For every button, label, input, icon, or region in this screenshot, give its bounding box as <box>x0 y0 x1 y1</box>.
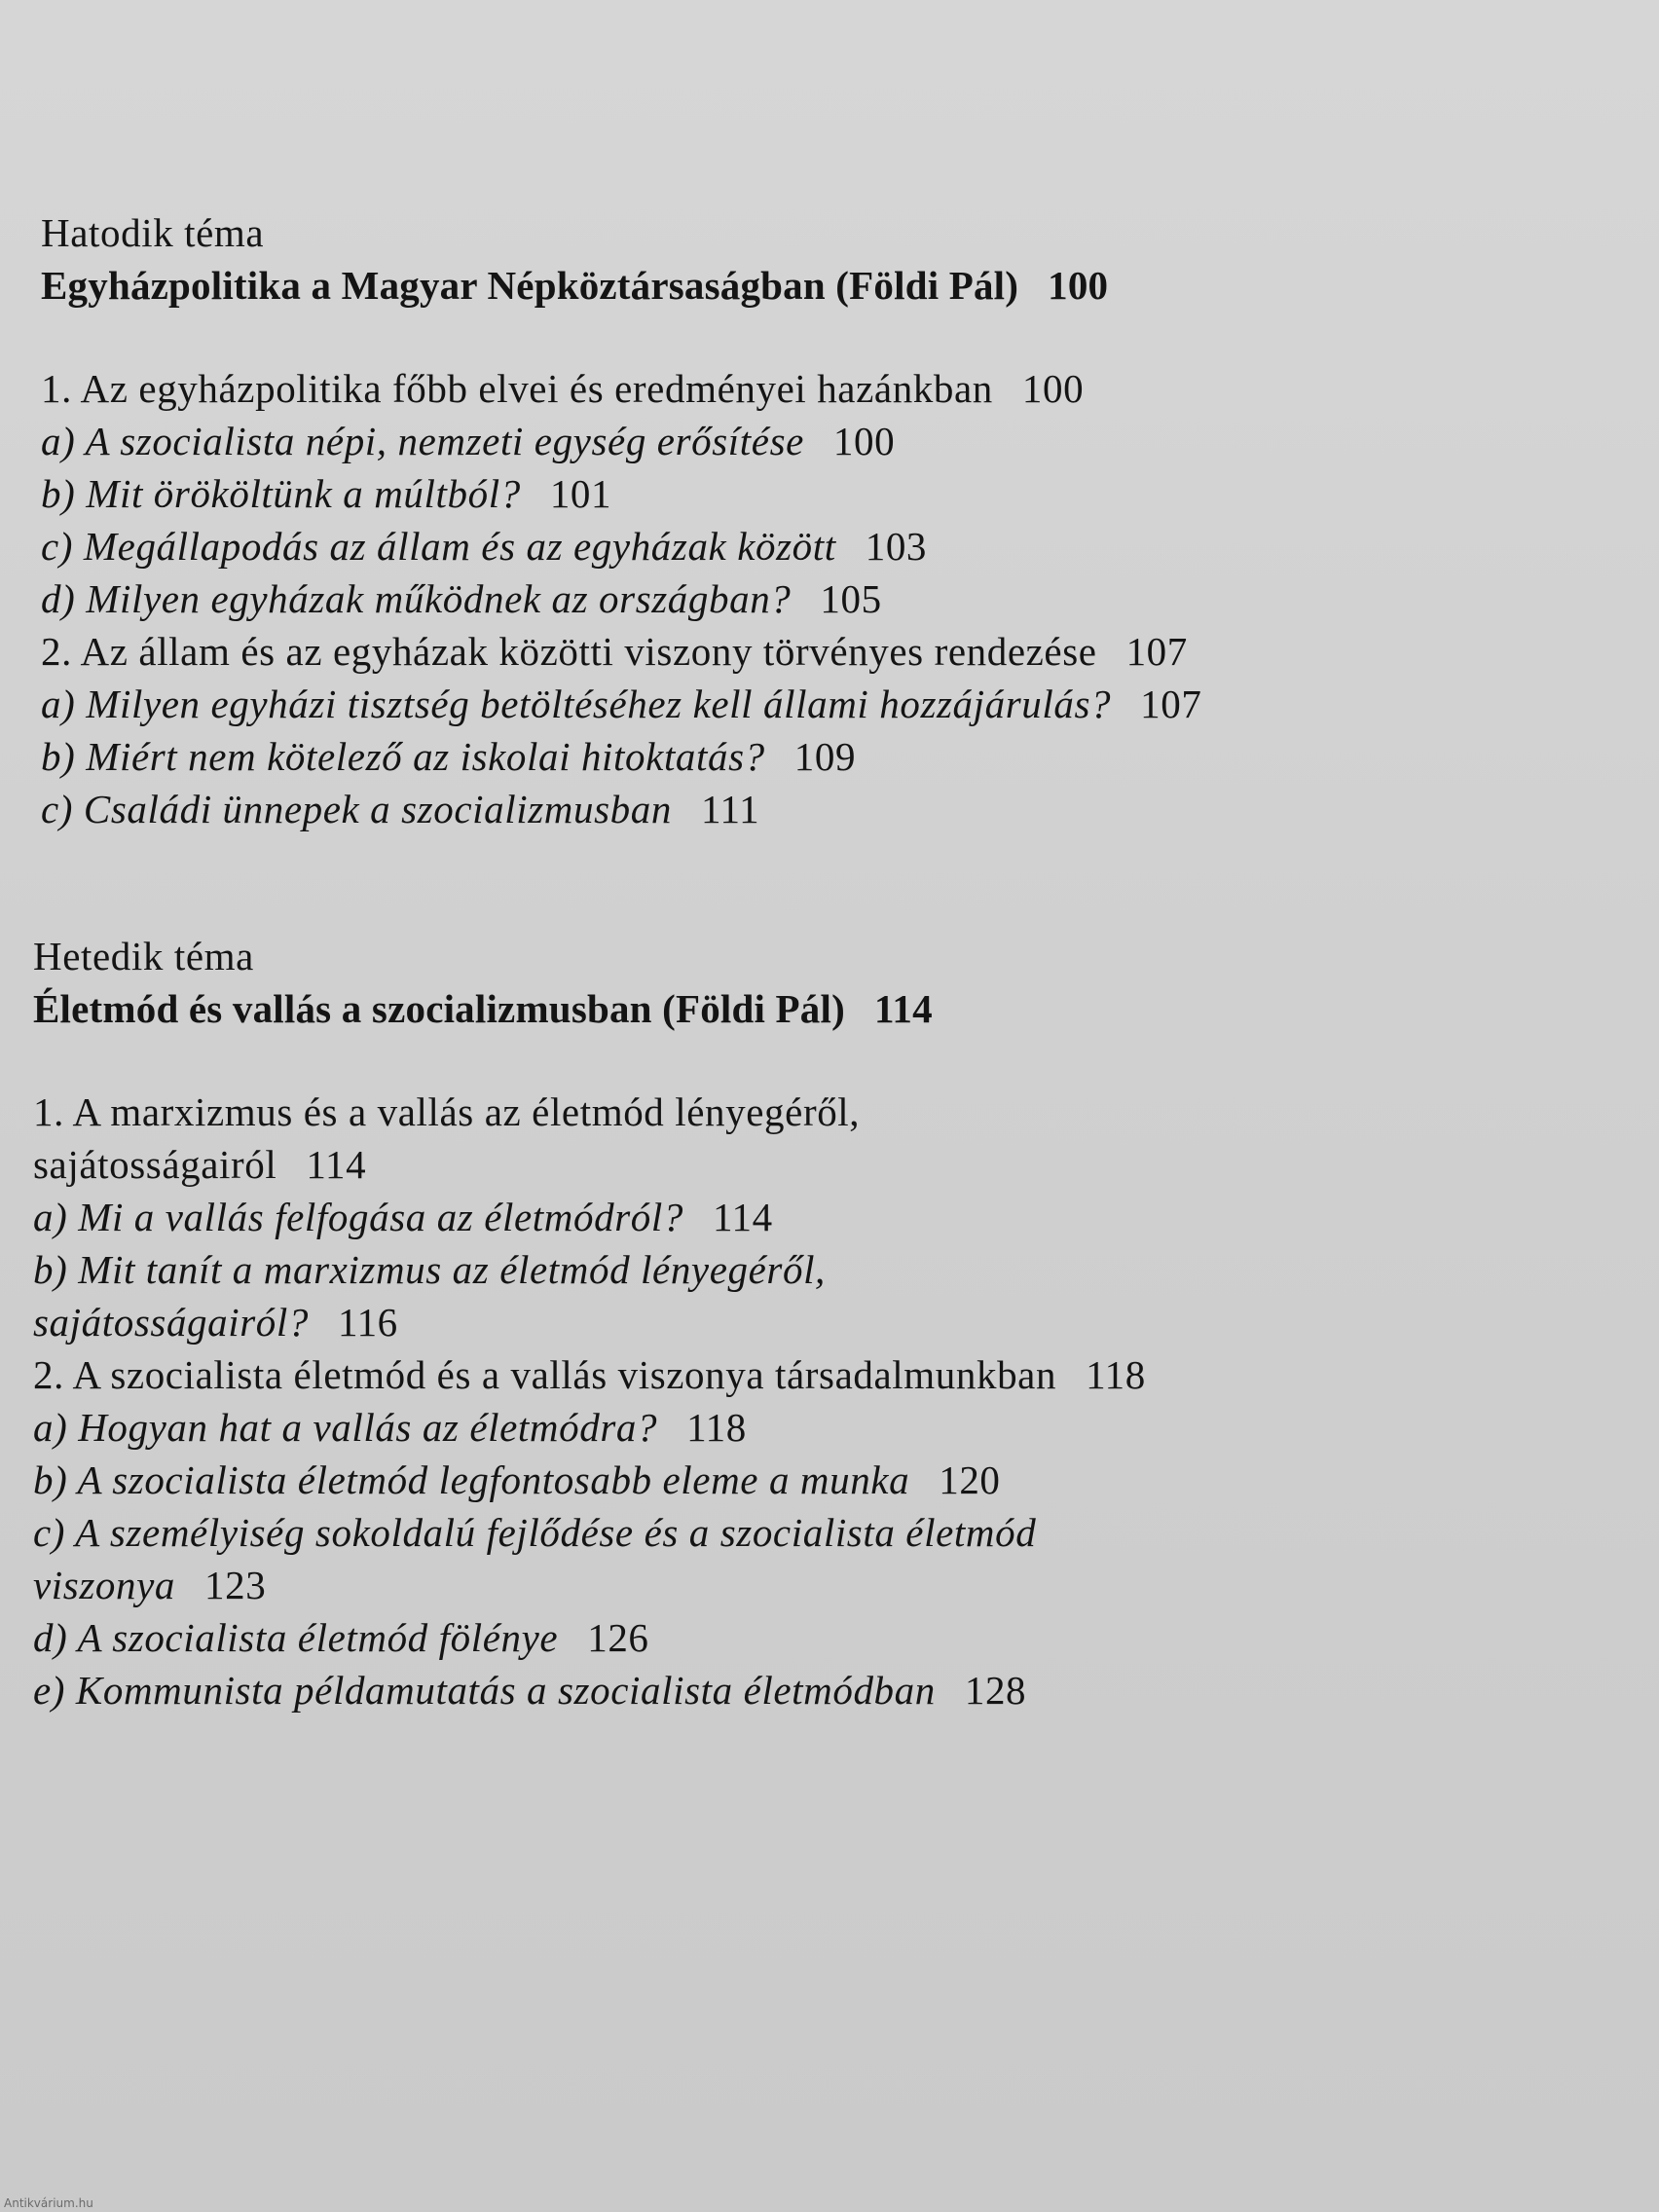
toc-entry: a) A szocialista népi, nemzeti egység erősítése 100 <box>41 419 896 463</box>
page-number: 120 <box>939 1457 1001 1502</box>
page-number: 126 <box>587 1615 649 1660</box>
toc-entry: b) Miért nem kötelező az iskolai hitoktatás? 109 <box>41 734 857 779</box>
page-number: 100 <box>832 419 896 463</box>
page-number: 105 <box>820 576 882 621</box>
page-number: 111 <box>700 787 760 831</box>
toc-section-7 <box>33 930 1659 1716</box>
toc-entry: 2. A szocialista életmód és a vallás viszonya társadalmunkban 118 <box>33 1352 1146 1397</box>
toc-entry: 2. Az állam és az egyházak közötti viszony törvényes rendezése 107 <box>41 629 1188 674</box>
toc-entry: b) A szocialista életmód legfontosabb eleme a munka 120 <box>33 1457 1001 1502</box>
page-number: 118 <box>686 1405 747 1450</box>
toc-entry: a) Hogyan hat a vallás az életmódra? 118 <box>33 1405 747 1450</box>
toc-entries <box>41 362 1659 835</box>
toc-entry: 1. A marxizmus és a vallás az életmód lényegéről, <box>33 1089 861 1134</box>
toc-entry: c) A személyiség sokoldalú fejlődése és a szocialista életmód <box>33 1510 1037 1555</box>
toc-entry: c) Családi ünnepek a szocializmusban 111 <box>41 787 760 831</box>
page-number: 109 <box>793 734 857 779</box>
section-title <box>41 259 1659 312</box>
page-number: 118 <box>1086 1352 1146 1397</box>
page-number: 100 <box>1021 366 1085 411</box>
toc-entry: viszonya 123 <box>33 1563 267 1607</box>
toc-entries <box>33 1086 1659 1716</box>
watermark: Antikvárium.hu <box>4 2196 93 2210</box>
section-heading: Hatodik téma <box>41 210 265 255</box>
toc-entry: c) Megállapodás az állam és az egyházak között 103 <box>41 524 928 569</box>
page-number: 103 <box>865 524 928 569</box>
toc-entry: sajátosságairól? 116 <box>33 1300 398 1345</box>
section-heading: Hetedik téma <box>33 934 254 978</box>
toc-entry: d) A szocialista életmód fölénye 126 <box>33 1615 649 1660</box>
toc-section-6 <box>41 206 1659 835</box>
page-number: 128 <box>964 1668 1027 1713</box>
page-number: 114 <box>712 1195 773 1239</box>
page-number: 114 <box>306 1142 367 1187</box>
toc-entry: sajátosságairól 114 <box>33 1142 367 1187</box>
toc-entry: e) Kommunista példamutatás a szocialista életmódban 128 <box>33 1668 1027 1713</box>
section-title-text: Egyházpolitika a Magyar Népköztársaságban (Földi Pál) <box>41 263 1019 308</box>
section-title <box>33 982 1659 1035</box>
toc-entry: a) Milyen egyházi tisztség betöltéséhez kell állami hozzájárulás? 107 <box>41 682 1202 726</box>
page-number: 107 <box>1140 682 1202 726</box>
page-number: 101 <box>549 471 612 516</box>
toc-entry: a) Mi a vallás felfogása az életmódról? 114 <box>33 1195 773 1239</box>
page-number: 123 <box>204 1563 267 1607</box>
toc-entry: 1. Az egyházpolitika főbb elvei és eredményei hazánkban 100 <box>41 366 1085 411</box>
page-number: 114 <box>873 986 933 1031</box>
toc-entry: d) Milyen egyházak működnek az országban? 105 <box>41 576 882 621</box>
page-number: 107 <box>1125 629 1188 674</box>
section-title-text: Életmód és vallás a szocializmusban (Földi Pál) <box>33 986 845 1031</box>
toc-entry: b) Mit tanít a marxizmus az életmód lényegéről, <box>33 1247 826 1292</box>
page-number: 100 <box>1048 263 1109 308</box>
page-number: 116 <box>338 1300 398 1345</box>
toc-entry: b) Mit örököltünk a múltból? 101 <box>41 471 612 516</box>
